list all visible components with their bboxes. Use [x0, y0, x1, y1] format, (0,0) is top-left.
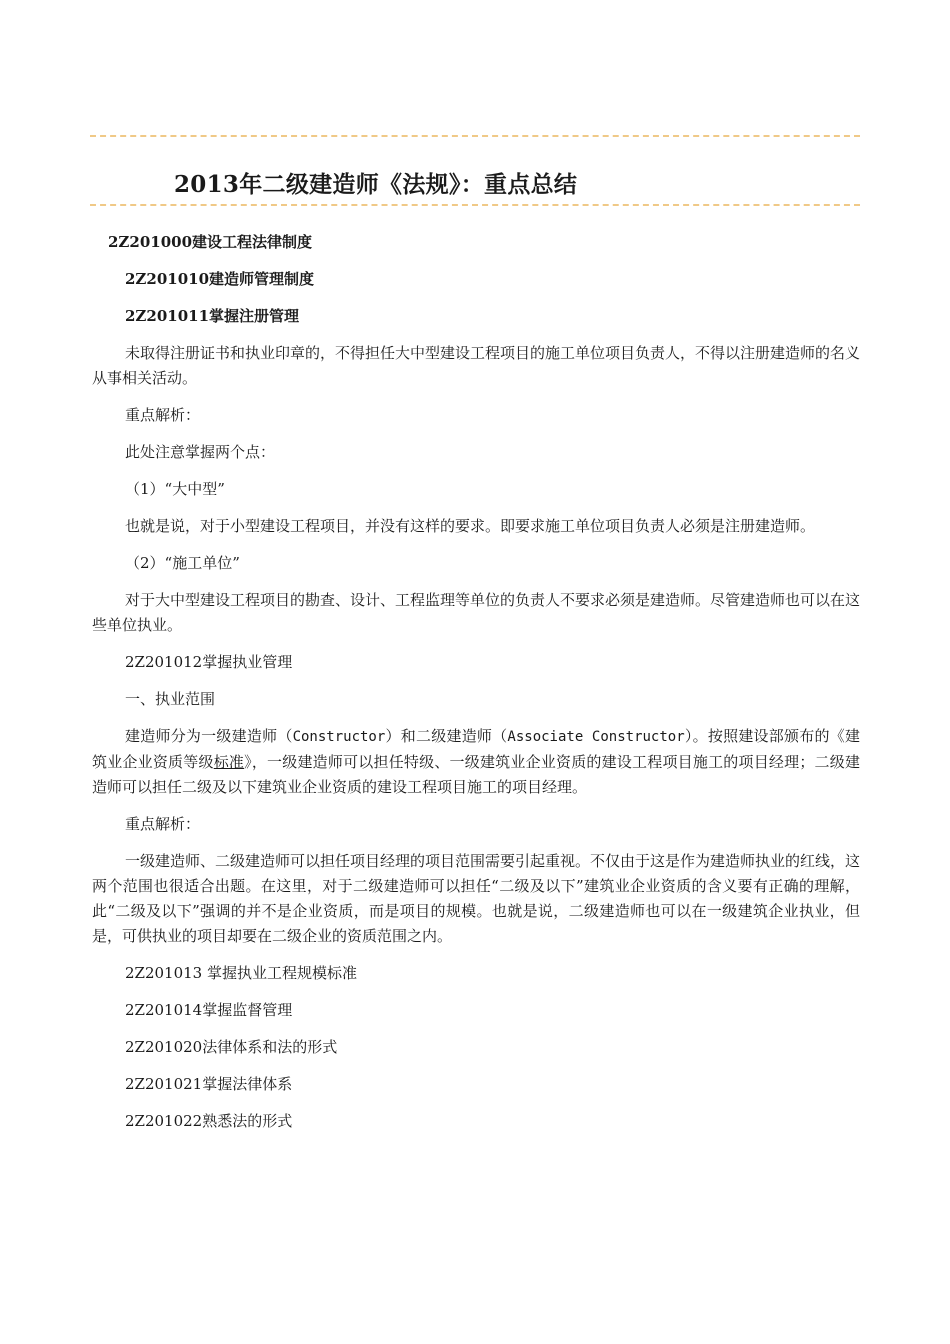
section-heading-2z201020: 2Z201020法律体系和法的形式: [125, 1038, 338, 1056]
header-dashed-rule-bottom: [90, 204, 860, 206]
paragraph-two-points: 此处注意掌握两个点：: [125, 443, 276, 461]
section-heading-2z201011: 2Z201011掌握注册管理: [125, 307, 300, 325]
underlined-term-standard: 标准: [213, 753, 245, 771]
section-heading-2z201010: 2Z201010建造师管理制度: [125, 270, 315, 288]
text-fragment: ）。按照建设部颁布的《建筑业企业资质等级: [92, 727, 860, 771]
section-heading-2z201014: 2Z201014掌握监督管理: [125, 1001, 293, 1019]
point-large-medium: （1）“大中型”: [125, 480, 225, 498]
subheading-practice-scope: 一、执业范围: [125, 690, 216, 708]
point-construction-unit: （2）“施工单位”: [125, 554, 240, 572]
paragraph-scope-analysis: 一级建造师、二级建造师可以担任项目经理的项目范围需要引起重视。不仅由于这是作为建造师执业的红线，这两个范围也很适合出题。在这里，对于二级建造师可以担任“二级及以下”建筑业企业资质的含义要有正确的理解，此“二级及以下”强调的并不是企业资质，而是项目的规模。也就是说，二级建造师也可以在一级建筑企业执业，但是，可供执业的项目却要在二级企业的资质范围之内。: [92, 852, 861, 945]
section-heading-2z201012: 2Z201012掌握执业管理: [125, 653, 293, 671]
paragraph-small-projects: 也就是说，对于小型建设工程项目，并没有这样的要求。即要求施工单位项目负责人必须是注册建造师。: [125, 517, 816, 535]
section-heading-2z201022: 2Z201022熟悉法的形式: [125, 1112, 293, 1130]
paragraph-other-units: 对于大中型建设工程项目的勘查、设计、工程监理等单位的负责人不要求必须是建造师。尽管建造师也可以在这些单位执业。: [92, 591, 861, 634]
document-title: 2013年二级建造师《法规》：重点总结: [174, 171, 578, 198]
text-fragment: ）和二级建造师（: [385, 727, 508, 745]
paragraph-constructor-levels: [92, 724, 860, 800]
header-dashed-rule-top: [90, 135, 860, 137]
text-fragment: 》，一级建造师可以担任特级、一级建筑业企业资质的建设工程项目施工的项目经理；二级建造师可以担任二级及以下建筑业企业资质的建设工程项目施工的项目经理。: [92, 753, 860, 796]
section-heading-2z201013: 2Z201013 掌握执业工程规模标准: [125, 964, 357, 982]
document-body: [92, 230, 860, 1146]
term-constructor: Constructor: [292, 729, 386, 745]
paragraph-registration-rule: 未取得注册证书和执业印章的，不得担任大中型建设工程项目的施工单位项目负责人，不得以注册建造师的名义从事相关活动。: [92, 344, 861, 387]
term-associate-constructor: Associate Constructor: [507, 729, 685, 745]
key-analysis-label: 重点解析：: [125, 406, 201, 424]
section-heading-2z201000: 2Z201000建设工程法律制度: [108, 233, 313, 251]
key-analysis-label: 重点解析：: [125, 815, 201, 833]
section-heading-2z201021: 2Z201021掌握法律体系: [125, 1075, 293, 1093]
text-fragment: 建造师分为一级建造师（: [125, 727, 293, 745]
